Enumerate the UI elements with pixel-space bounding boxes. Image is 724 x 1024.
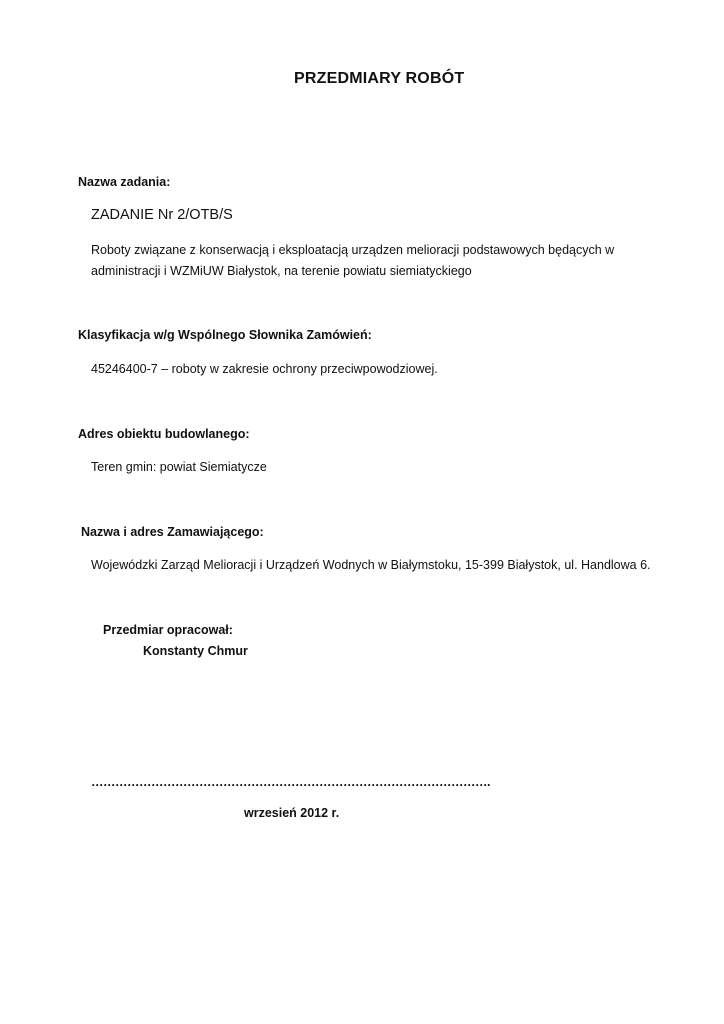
- classification-value: 45246400-7 – roboty w zakresie ochrony przeciwpowodziowej.: [91, 362, 438, 376]
- client-label: Nazwa i adres Zamawiającego:: [81, 525, 264, 539]
- client-value: Wojewódzki Zarząd Melioracji i Urządzeń Wodnych w Białymstoku, 15-399 Białystok, ul. Handlowa 6.: [91, 558, 651, 572]
- task-description-line2: administracji i WZMiUW Białystok, na terenie powiatu siemiatyckiego: [91, 264, 472, 278]
- address-label: Adres obiektu budowlanego:: [78, 427, 250, 441]
- document-date: wrzesień 2012 r.: [244, 806, 340, 820]
- task-label: Nazwa zadania:: [78, 175, 171, 189]
- signature-line: ……………………………………………………………………………………….: [91, 775, 490, 789]
- task-code: ZADANIE Nr 2/OTB/S: [91, 207, 233, 223]
- task-description-line1: Roboty związane z konserwacją i eksploatacją urządzen melioracji podstawowych będących w: [91, 243, 615, 257]
- prepared-by-name: Konstanty Chmur: [143, 644, 248, 658]
- address-value: Teren gmin: powiat Siemiatycze: [91, 460, 267, 474]
- classification-label: Klasyfikacja w/g Wspólnego Słownika Zamówień:: [78, 328, 372, 342]
- prepared-by-label: Przedmiar opracował:: [103, 623, 233, 637]
- document-title: PRZEDMIARY ROBÓT: [294, 70, 465, 87]
